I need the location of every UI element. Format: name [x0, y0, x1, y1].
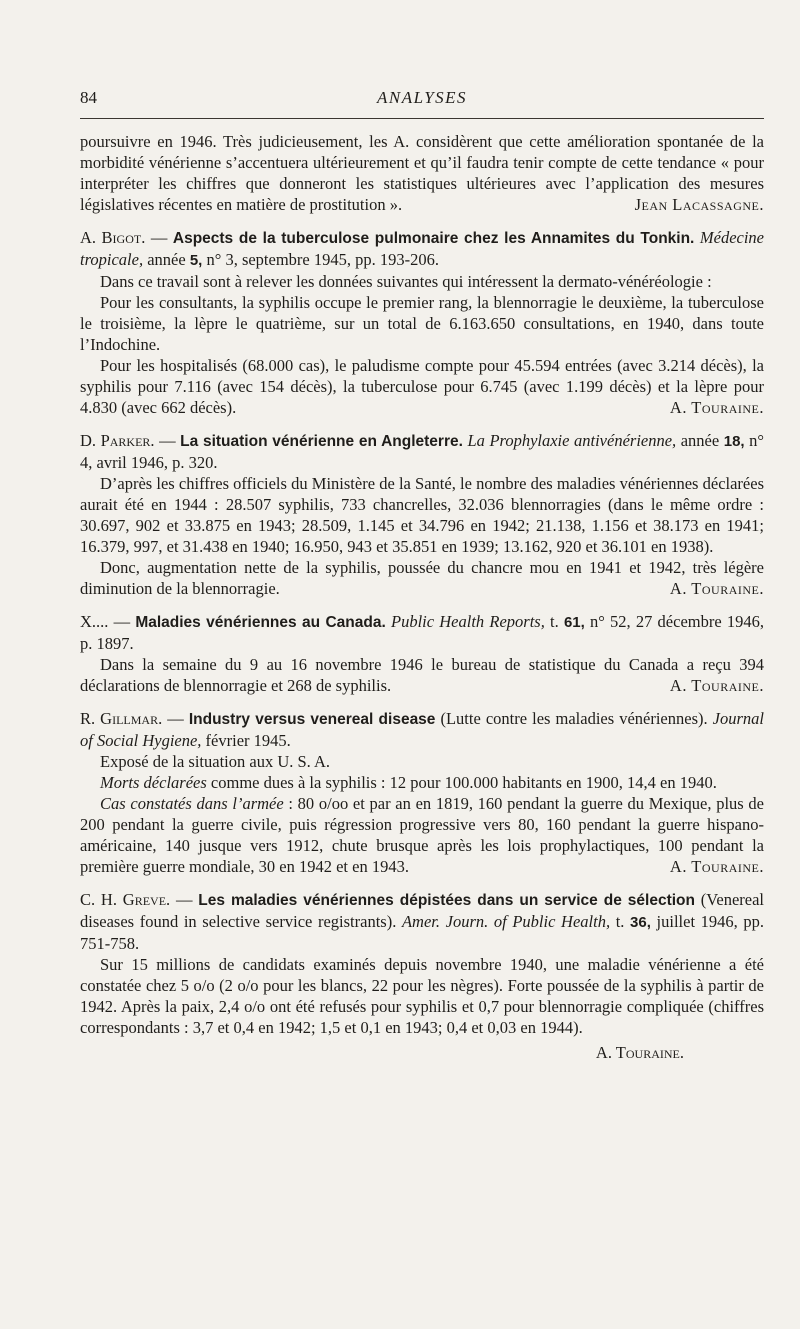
abstract-entry: [80, 430, 764, 599]
entry-paragraph-text: Donc, augmentation nette de la syphilis, poussée du chancre mou en 1941 et 1942, très légère diminution de la blennorragie.: [80, 558, 764, 598]
entry-citation-post: n° 3, septembre 1945, pp. 193-206.: [202, 250, 439, 269]
entry-author: R. Gillmar.: [80, 709, 163, 728]
entry-author: A. Bigot.: [80, 228, 146, 247]
entry-title: Maladies vénériennes au Canada.: [135, 614, 386, 631]
entry-signature: A. Touraine.: [669, 579, 764, 598]
entry-citation-post: juillet 1946, pp. 751-758.: [80, 912, 765, 953]
entry-citation-pre: t.: [610, 912, 631, 931]
entry-citation-pre: année: [676, 431, 724, 450]
entry-title-rest: (Lutte contre les maladies vénériennes).: [435, 709, 708, 728]
intro-paragraph: [80, 131, 764, 215]
entry-title: Aspects de la tuberculose pulmonaire chez les Annamites du Tonkin.: [172, 230, 695, 247]
running-head: [80, 88, 764, 114]
header-rule: [80, 118, 764, 119]
running-title: ANALYSES: [376, 88, 468, 107]
entry-paragraph: Pour les consultants, la syphilis occupe le premier rang, la blennorragie le deuxième, la tuberculose le troisième, la lèpre le quatrième, sur un total de 6.163.650 consultations, en 1940, dans toute l’Indochine.: [80, 293, 764, 354]
entry-title-rest: (Venereal diseases found in selective service registrants).: [80, 890, 765, 931]
entry-paragraph: Sur 15 millions de candidats examinés depuis novembre 1940, une maladie vénérienne a été constatée chez 5 o/o (2 o/o pour les blancs, 22 pour les nègres). Forte poussée de la syphilis à partir de 1942. Après la paix, 2,4 o/o ont été refusés pour syphilis et 0,7 pour blennorragie compliquée (chiffres correspondants : 3,7 et 0,4 en 1942; 1,5 et 0,1 en 1943; 0,4 et 0,03 en 1944).: [80, 955, 764, 1037]
entry-signature: A. Touraine.: [669, 398, 764, 417]
page-number: 84: [80, 88, 97, 107]
entry-journal: Médecine tropicale,: [80, 228, 764, 269]
entry-citation-pre: t.: [544, 612, 564, 631]
entry-author: X....: [80, 612, 109, 631]
entry-heading: C. H. Greve. — Les maladies vénériennes dépistées dans un service de sélection (Venereal diseases found in selective service registrants). Amer. Journ. of Public Health, t. 36, juillet 1946, pp. 751-758.: [80, 890, 765, 953]
entry-paragraph: [80, 355, 764, 418]
entry-paragraph: [80, 654, 764, 696]
entry-paragraph: D’après les chiffres officiels du Ministère de la Santé, le nombre des maladies vénériennes déclarées aurait été en 1944 : 28.507 syphilis, 733 chancrelles, 32.036 blennorragies (dans le même ordre : 30.697, 902 et 33.875 en 1943; 28.509, 1.145 et 34.796 en 1942; 21.138, 1.156 et 38.173 en 1941; 16.379, 997, et 31.438 en 1940; 16.950, 943 et 35.851 en 1939; 13.162, 920 et 36.101 en 1938).: [80, 474, 764, 556]
entry-journal: La Prophylaxie antivénérienne,: [467, 431, 677, 450]
entry-signature: A. Touraine.: [669, 676, 764, 695]
entry-journal: Public Health Reports,: [391, 612, 545, 631]
entry-paragraph-text: Pour les hospitalisés (68.000 cas), le paludisme compte pour 45.594 entrées (avec 3.214 décès), la syphilis pour 7.116 (avec 154 décès), la tuberculose pour 6.745 (avec 1.199 décès) et la lèpre pour 4.830 (avec 662 décès).: [80, 356, 764, 417]
entry-journal: Amer. Journ. of Public Health,: [401, 912, 611, 931]
entry-heading: A. Bigot. — Aspects de la tuberculose pulmonaire chez les Annamites du Tonkin. Médecine tropicale, année 5, n° 3, septembre 1945, pp. 193-206.: [80, 228, 764, 269]
entry-journal: Journal of Social Hygiene,: [80, 709, 765, 750]
entry-title: La situation vénérienne en Angleterre.: [180, 433, 463, 450]
entry-paragraph-text: Dans la semaine du 9 au 16 novembre 1946 le bureau de statistique du Canada a reçu 394 déclarations de blennorragie et 268 de syphilis.: [80, 655, 764, 695]
entry-volume: 61,: [563, 614, 585, 631]
entry-heading: X.... — Maladies vénériennes au Canada. Public Health Reports, t. 61, n° 52, 27 décembre 1946, p. 1897.: [80, 612, 765, 653]
entry-signature: A. Touraine.: [669, 857, 764, 876]
entry-heading: D. Parker. — La situation vénérienne en Angleterre. La Prophylaxie antivénérienne, année 18, n° 4, avril 1946, p. 320.: [80, 431, 765, 472]
entry-citation-pre: année: [143, 250, 190, 269]
abstract-entry: [80, 889, 764, 1063]
entry-citation-post: février 1945.: [201, 731, 291, 750]
entry-citation-post: n° 4, avril 1946, p. 320.: [80, 431, 765, 472]
entry-paragraph: Dans ce travail sont à relever les données suivantes qui intéressent la dermato-vénéréologie :: [100, 272, 712, 291]
entry-volume: 18,: [723, 433, 745, 450]
italic-lead: Cas constatés dans l’armée: [100, 794, 284, 813]
entry-paragraph: [80, 557, 764, 599]
abstract-entry: [80, 708, 764, 877]
entry-signature: A. Touraine.: [595, 1043, 684, 1062]
entry-paragraph: Exposé de la situation aux U. S. A.: [100, 752, 331, 771]
entry-paragraph: [80, 793, 764, 877]
entry-title: Les maladies vénériennes dépistées dans un service de sélection: [198, 892, 695, 909]
entry-volume: 5,: [189, 252, 203, 269]
entry-volume: 36,: [630, 914, 651, 931]
intro-text: poursuivre en 1946. Très judicieusement, les A. considèrent que cette amélioration spontanée de la morbidité vénérienne s’accentuera ultérieurement et qu’il faudra tenir compte de cette tendance « pour interpréter les chiffres que donneront les statistiques ultérieures avec l’application des mesures législatives récentes en matière de prostitution ».: [80, 132, 764, 214]
intro-signature: Jean Lacassagne.: [634, 195, 764, 214]
entry-title: Industry versus venereal disease: [188, 711, 436, 728]
entry-paragraph-text: Cas constatés dans l’armée : 80 o/oo et par an en 1819, 160 pendant la guerre du Mexique, plus de 200 pendant la guerre civile, puis régression progressive vers 80, 160 pendant la guerre hispano-américaine, 140 jusque vers 1912, chute brusque après les lois prophylactiques, 100 pendant la première guerre mondiale, 30 en 1942 et en 1943.: [80, 794, 764, 876]
entry-heading: R. Gillmar. — Industry versus venereal disease (Lutte contre les maladies vénériennes). Journal of Social Hygiene, février 1945.: [80, 709, 765, 750]
article-body: [80, 131, 764, 1063]
entry-citation-post: n° 52, 27 décembre 1946, p. 1897.: [80, 612, 765, 653]
entry-author: D. Parker.: [80, 431, 155, 450]
italic-lead: Morts déclarées: [100, 773, 207, 792]
abstract-entry: [80, 611, 764, 696]
abstract-entry: [80, 227, 764, 418]
entry-author: C. H. Greve.: [80, 890, 171, 909]
entry-paragraph: Morts déclarées comme dues à la syphilis : 12 pour 100.000 habitants en 1900, 14,4 en 1940.: [100, 773, 717, 792]
